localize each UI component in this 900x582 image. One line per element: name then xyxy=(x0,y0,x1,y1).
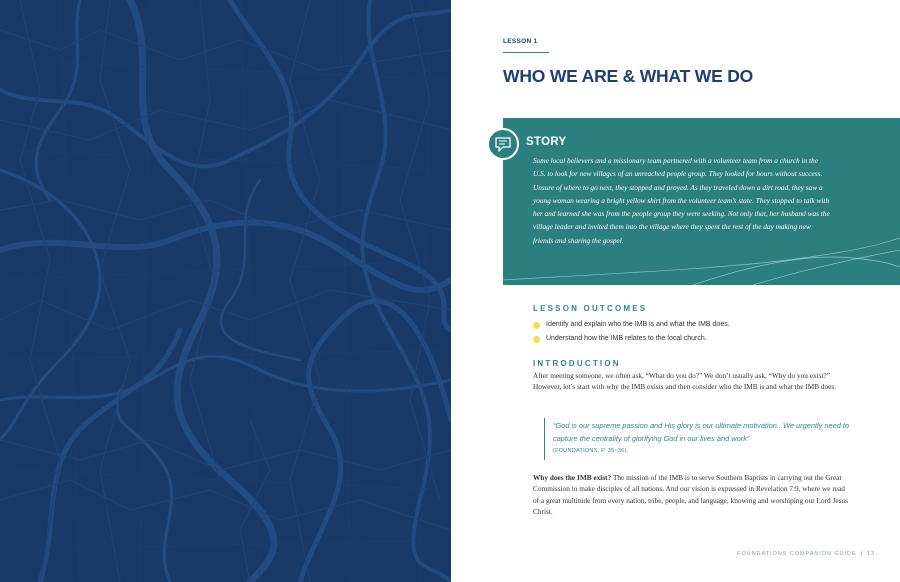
page-title: WHO WE ARE & WHAT WE DO xyxy=(503,66,754,86)
mission-text: The mission of the IMB is to serve Southern Baptists in carrying out the Great Commission to make disciples of all nations. And our vision is expressed in Revelation 7:9, where we read of a great multitude from every nation, tribe, people, and language, knowing and worshiping our Lord Jesus Christ. xyxy=(533,473,848,516)
mission-question: Why does the IMB exist? xyxy=(533,473,612,482)
pull-quote xyxy=(544,418,864,460)
story-box xyxy=(503,118,900,285)
outcomes-list xyxy=(533,318,863,346)
story-heading: STORY xyxy=(526,136,567,148)
chat-bubble-icon xyxy=(487,128,519,160)
story-text: Some local believers and a missionary team partnered with a volunteer team from a church in the U.S. to look for new villages of an unreached people group. They looked for hours without success. Unsure of where to go next, they stopped and prayed. As they traveled down a dirt road, they saw a young woman wearing a bright yellow shirt from the volunteer team’s state. They stopped to talk with her and learned she was from the people group they were seeking. Not only that, her husband was the village leader and invited them into the village where they spent the rest of the day making new friends and sharing the gospel. xyxy=(533,156,830,245)
outcome-text: Understand how the IMB relates to the local church. xyxy=(546,335,707,342)
lesson-label: LESSON 1 xyxy=(503,38,538,45)
footer-separator: | xyxy=(860,551,863,557)
outcomes-heading: LESSON OUTCOMES xyxy=(533,304,648,313)
quote-text: “God is our supreme passion and His glory is our ultimate motivation...We urgently need to capture the centrality of glorifying God in our lives and work” xyxy=(553,421,850,443)
guide-title: FOUNDATIONS COMPANION GUIDE xyxy=(737,551,857,557)
mission-paragraph xyxy=(533,472,851,517)
quote-citation: (FOUNDATIONS, P. 35–36). xyxy=(553,448,629,454)
introduction-heading: INTRODUCTION xyxy=(533,359,621,368)
page-number: 13 xyxy=(866,551,875,557)
bullet-icon xyxy=(533,336,540,343)
lesson-page xyxy=(451,0,900,582)
page-footer xyxy=(737,551,875,557)
introduction-text: After meeting someone, we often ask, “What do you do?” We don’t usually ask, “Why do you exist?” However, let’s start with why the IMB exists and then consider who the IMB is and what the IMB does. xyxy=(533,371,837,392)
bullet-icon xyxy=(533,322,540,329)
list-item xyxy=(533,318,863,332)
lesson-rule xyxy=(503,52,549,53)
list-item xyxy=(533,332,863,346)
outcome-text: Identify and explain who the IMB is and what the IMB does. xyxy=(546,321,730,328)
